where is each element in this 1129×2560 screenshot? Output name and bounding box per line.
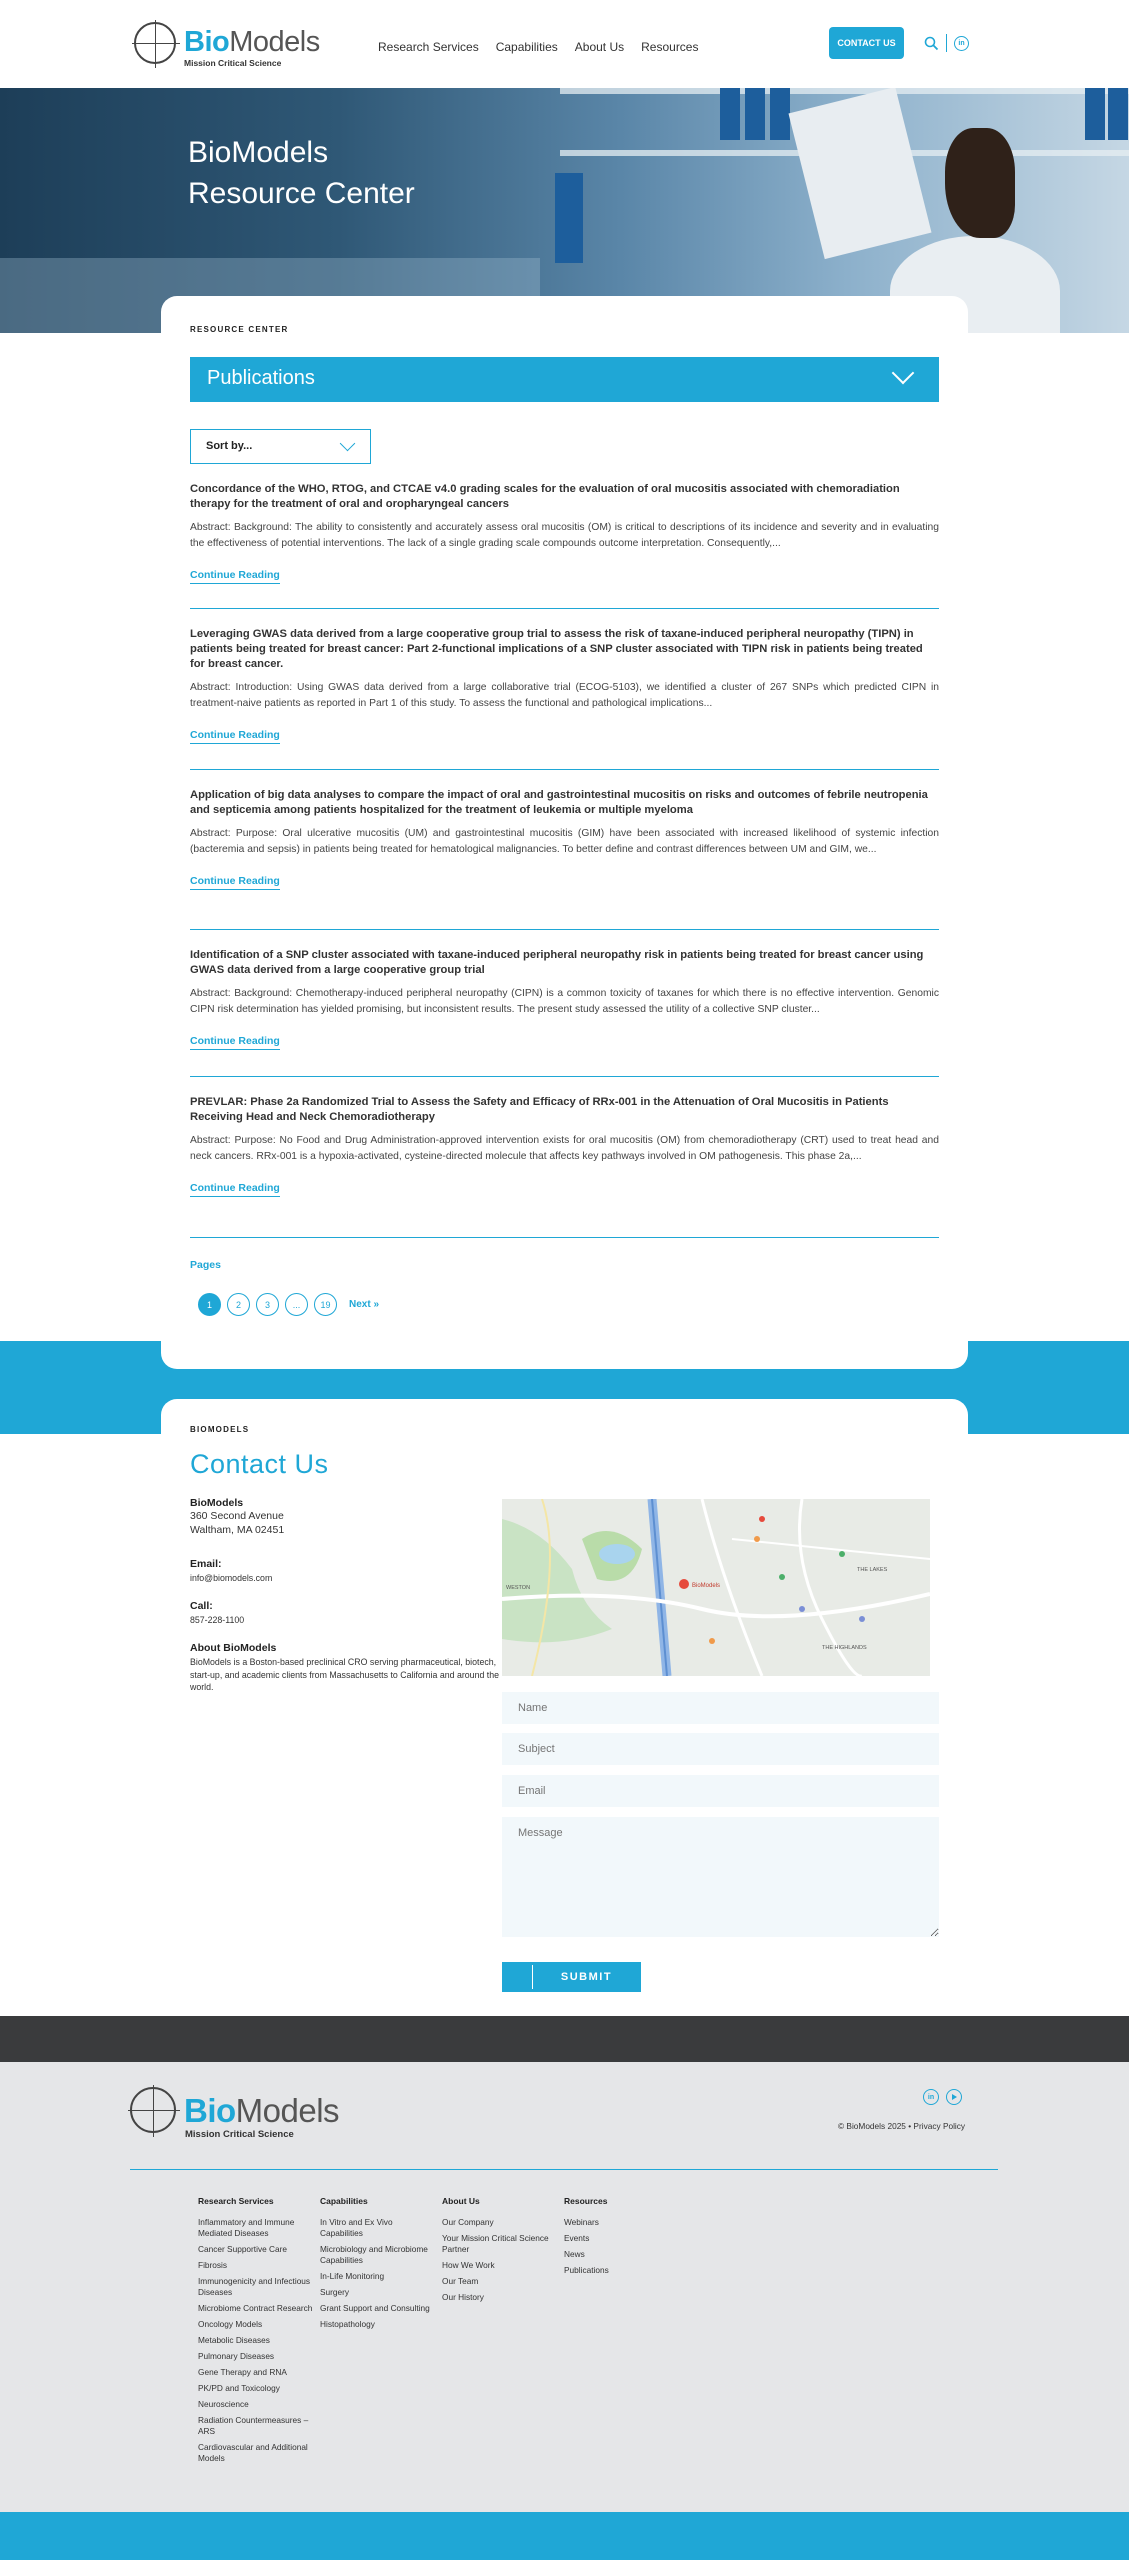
footer-divider (130, 2169, 998, 2170)
logo-wordmark: BioModels (184, 2092, 340, 2129)
binder (1085, 88, 1105, 140)
page-19-button[interactable]: 19 (314, 1293, 337, 1316)
footer-social (923, 2089, 962, 2105)
header-icons (924, 34, 969, 52)
logo-tagline: Mission Critical Science (184, 58, 282, 68)
logo-wordmark: BioModels (184, 26, 320, 58)
publication-title[interactable]: Identification of a SNP cluster associated with taxane-induced peripheral neuropathy risk in patients being treated for breast cancer using GWAS data derived from a large cooperative group trial (190, 949, 924, 976)
binder (770, 88, 790, 140)
divider (190, 1076, 939, 1077)
crosshair-icon (134, 22, 176, 64)
footer-link[interactable]: Events (564, 2233, 590, 2243)
next-page-link[interactable]: Next » (349, 1299, 380, 1310)
footer-link[interactable]: News (564, 2249, 585, 2259)
sort-label: Sort by... (206, 440, 253, 452)
company-name: BioModels (190, 1497, 244, 1509)
pages-label: Pages (190, 1259, 221, 1271)
publication-title[interactable]: Application of big data analyses to compare the impact of oral and gastrointestinal mucositis on risks and outcomes of febrile neutropenia and septicemia among patients hospitalized for the treatment of leukemia or multiple myeloma (190, 789, 928, 816)
map-label-highlands: THE HIGHLANDS (822, 1645, 867, 1651)
footer-link[interactable]: Neuroscience (198, 2399, 249, 2409)
submit-button[interactable]: SUBMIT (502, 1962, 641, 1992)
contact-email (190, 1558, 500, 1585)
footer-col-resources (564, 2196, 679, 2281)
footer-link[interactable]: Surgery (320, 2287, 350, 2297)
nav-research-services[interactable]: Research Services (378, 40, 479, 54)
publication-item (190, 1095, 939, 1197)
binder (1108, 88, 1128, 140)
page-2-button[interactable]: 2 (227, 1293, 250, 1316)
publication-item (190, 948, 939, 1050)
publication-abstract: Abstract: Purpose: Oral ulcerative mucositis (UM) and gastrointestinal mucositis (GIM) have been associated with increased likelihood of systemic infection (bacteremia and sepsis) in patients being treated for hematological malignancies. To better define and contrast differences between UM and GIM, we... (190, 828, 939, 855)
footer-link[interactable]: How We Work (442, 2260, 495, 2270)
chevron-down-icon (340, 436, 356, 452)
main-nav (378, 40, 715, 54)
continue-reading-link[interactable]: Continue Reading (190, 729, 280, 744)
footer-link[interactable]: Our History (442, 2292, 484, 2302)
footer-col-research (198, 2196, 313, 2469)
footer-logo[interactable] (130, 2087, 340, 2141)
contact-title: Contact Us (190, 1449, 329, 1479)
divider (190, 1237, 939, 1238)
footer-col-capabilities (320, 2196, 435, 2335)
footer-link[interactable]: Cancer Supportive Care (198, 2244, 288, 2254)
location-map[interactable] (502, 1499, 930, 1676)
name-input[interactable] (502, 1692, 939, 1724)
publication-abstract: Abstract: Introduction: Using GWAS data derived from a large collaborative trial (ECOG-5103), we identified a cluster of 267 SNPs which predicted CIPN in treatment-naive patients as reported in Part 1 of this study. To assess the functional and pathological implications... (190, 682, 939, 709)
footer-link[interactable]: Your Mission Critical Science Partner (442, 2233, 549, 2254)
crosshair-icon (130, 2087, 176, 2133)
footer-col-heading: About Us (442, 2196, 480, 2206)
call-label: Call: (190, 1600, 213, 1612)
pagination (198, 1293, 379, 1316)
footer-col-heading: Research Services (198, 2196, 274, 2206)
linkedin-icon[interactable]: in (954, 36, 969, 51)
footer-link[interactable]: Gene Therapy and RNA (198, 2367, 287, 2377)
youtube-icon[interactable] (946, 2089, 962, 2105)
dark-band (0, 2016, 1129, 2062)
divider (190, 929, 939, 930)
footer-link[interactable]: Webinars (564, 2217, 599, 2227)
address-line-1: 360 Second Avenue (190, 1510, 284, 1522)
email-label: Email: (190, 1558, 222, 1570)
footer-link[interactable]: Microbiome Contract Research (198, 2303, 313, 2313)
category-label: Publications (207, 367, 315, 389)
publication-abstract: Abstract: Purpose: No Food and Drug Administration-approved intervention exists for oral mucositis (OM) from chemoradiotherapy (CRT) used to treat head and neck cancers. RRx-001 is a hypoxia-activated, cysteine-directed molecule that affects key pathways involved in OM pathogenesis. This phase 2a,... (190, 1135, 939, 1162)
map-label-weston: WESTON (506, 1585, 531, 1591)
footer-link[interactable]: Our Team (442, 2276, 479, 2286)
footer-link[interactable]: Microbiology and Microbiome Capabilities (320, 2244, 428, 2265)
hero-title: BioModels Resource Center (188, 136, 415, 210)
publication-title[interactable]: Leveraging GWAS data derived from a large cooperative group trial to assess the risk of taxane-induced peripheral neuropathy (TIPN) in patients being treated for breast cancer: Part 2-functional implications of a SNP cluster associated with TIPN risk in patients being treated for breast cancer. (190, 628, 923, 670)
publication-item (190, 627, 939, 744)
footer-link[interactable]: In Vitro and Ex Vivo Capabilities (320, 2217, 393, 2238)
contact-phone (190, 1600, 500, 1627)
continue-reading-link[interactable]: Continue Reading (190, 569, 280, 584)
email-link[interactable]: info@biomodels.com (190, 1573, 273, 1583)
email-input[interactable] (502, 1775, 939, 1807)
publication-title[interactable]: Concordance of the WHO, RTOG, and CTCAE v4.0 grading scales for the evaluation of oral mucositis associated with chemoradiation therapy for the treatment of oral and oropharyngeal cancers (190, 483, 900, 510)
category-dropdown[interactable] (190, 357, 939, 402)
linkedin-icon[interactable]: in (923, 2089, 939, 2105)
footer-link[interactable]: Oncology Models (198, 2319, 263, 2329)
footer-link[interactable]: PK/PD and Toxicology (198, 2383, 280, 2393)
publication-item (190, 788, 939, 890)
search-icon[interactable] (924, 36, 939, 51)
message-textarea[interactable] (502, 1817, 939, 1937)
page-1-button[interactable]: 1 (198, 1293, 221, 1316)
contact-us-button[interactable]: CONTACT US (829, 27, 904, 59)
continue-reading-link[interactable]: Continue Reading (190, 875, 280, 890)
about-text: BioModels is a Boston-based preclinical CRO serving pharmaceutical, biotech, start-up, and academic clients from Massachusetts to California and around the world. (190, 1657, 500, 1692)
binder (720, 88, 740, 140)
publication-abstract: Abstract: Background: Chemotherapy-induced peripheral neuropathy (CIPN) is a common toxicity of taxanes for which there is no effective intervention. Genomic CIPN risk determination has yielded promising, but inconsistent results. The present study assessed the utility of a collective SNP cluster... (190, 988, 939, 1015)
contact-address (190, 1497, 500, 1537)
footer-link[interactable]: Histopathology (320, 2319, 375, 2329)
footer-link[interactable]: Radiation Countermeasures – ARS (198, 2415, 309, 2436)
footer-link[interactable]: Our Company (442, 2217, 494, 2227)
copyright: © BioModels 2025 • Privacy Policy (838, 2121, 966, 2131)
footer-link[interactable]: In-Life Monitoring (320, 2271, 385, 2281)
publication-title[interactable]: PREVLAR: Phase 2a Randomized Trial to Assess the Safety and Efficacy of RRx-001 in the Attenuation of Oral Mucositis in Patients Receiving Head and Neck Chemoradiotherapy (190, 1096, 889, 1123)
continue-reading-link[interactable]: Continue Reading (190, 1035, 280, 1050)
bottom-band (0, 2512, 1129, 2560)
contact-eyebrow: BIOMODELS (190, 1425, 250, 1434)
footer-col-heading: Resources (564, 2196, 608, 2206)
chevron-down-icon (892, 362, 915, 385)
footer-link[interactable]: Immunogenicity and Infectious Diseases (198, 2276, 311, 2297)
footer-link[interactable]: Inflammatory and Immune Mediated Diseases (198, 2217, 295, 2238)
map-label-biomodels: BioModels (692, 1583, 721, 1589)
map-label-lakes: THE LAKES (857, 1567, 888, 1573)
contact-about (190, 1642, 500, 1694)
site-header (0, 0, 1129, 88)
sort-select[interactable] (190, 429, 371, 464)
nav-resources[interactable]: Resources (641, 40, 699, 54)
lab-person-hair (945, 128, 1015, 238)
footer-link[interactable]: Fibrosis (198, 2260, 228, 2270)
resource-eyebrow: RESOURCE CENTER (190, 325, 289, 334)
footer-link[interactable]: Pulmonary Diseases (198, 2351, 275, 2361)
about-label: About BioModels (190, 1642, 277, 1654)
footer-link[interactable]: Publications (564, 2265, 609, 2275)
footer-link[interactable]: Cardiovascular and Additional Models (198, 2442, 308, 2463)
page-ellipsis: ... (285, 1293, 308, 1316)
footer-col-about (442, 2196, 557, 2308)
address-line-2: Waltham, MA 02451 (190, 1524, 285, 1536)
footer-link[interactable]: Grant Support and Consulting (320, 2303, 430, 2313)
publication-item (190, 482, 939, 584)
binder (555, 173, 583, 263)
nav-about-us[interactable]: About Us (574, 40, 625, 54)
biomodels-logo[interactable] (134, 22, 324, 70)
footer-link[interactable]: Metabolic Diseases (198, 2335, 270, 2345)
divider (190, 608, 939, 609)
subject-input[interactable] (502, 1733, 939, 1765)
publication-abstract: Abstract: Background: The ability to consistently and accurately assess oral mucositis (OM) is critical to descriptions of its incidence and severity and in evaluating the effectiveness of potential interventions. The lack of a single grading scale compounds outcome interpretation. Consequently,... (190, 522, 939, 549)
header-divider (946, 34, 947, 52)
binder (745, 88, 765, 140)
nav-capabilities[interactable]: Capabilities (495, 40, 558, 54)
page-3-button[interactable]: 3 (256, 1293, 279, 1316)
folder (788, 88, 931, 259)
footer-col-heading: Capabilities (320, 2196, 368, 2206)
phone-link[interactable]: 857-228-1100 (190, 1615, 245, 1625)
continue-reading-link[interactable]: Continue Reading (190, 1182, 280, 1197)
divider (190, 769, 939, 770)
logo-tagline: Mission Critical Science (185, 2129, 294, 2140)
